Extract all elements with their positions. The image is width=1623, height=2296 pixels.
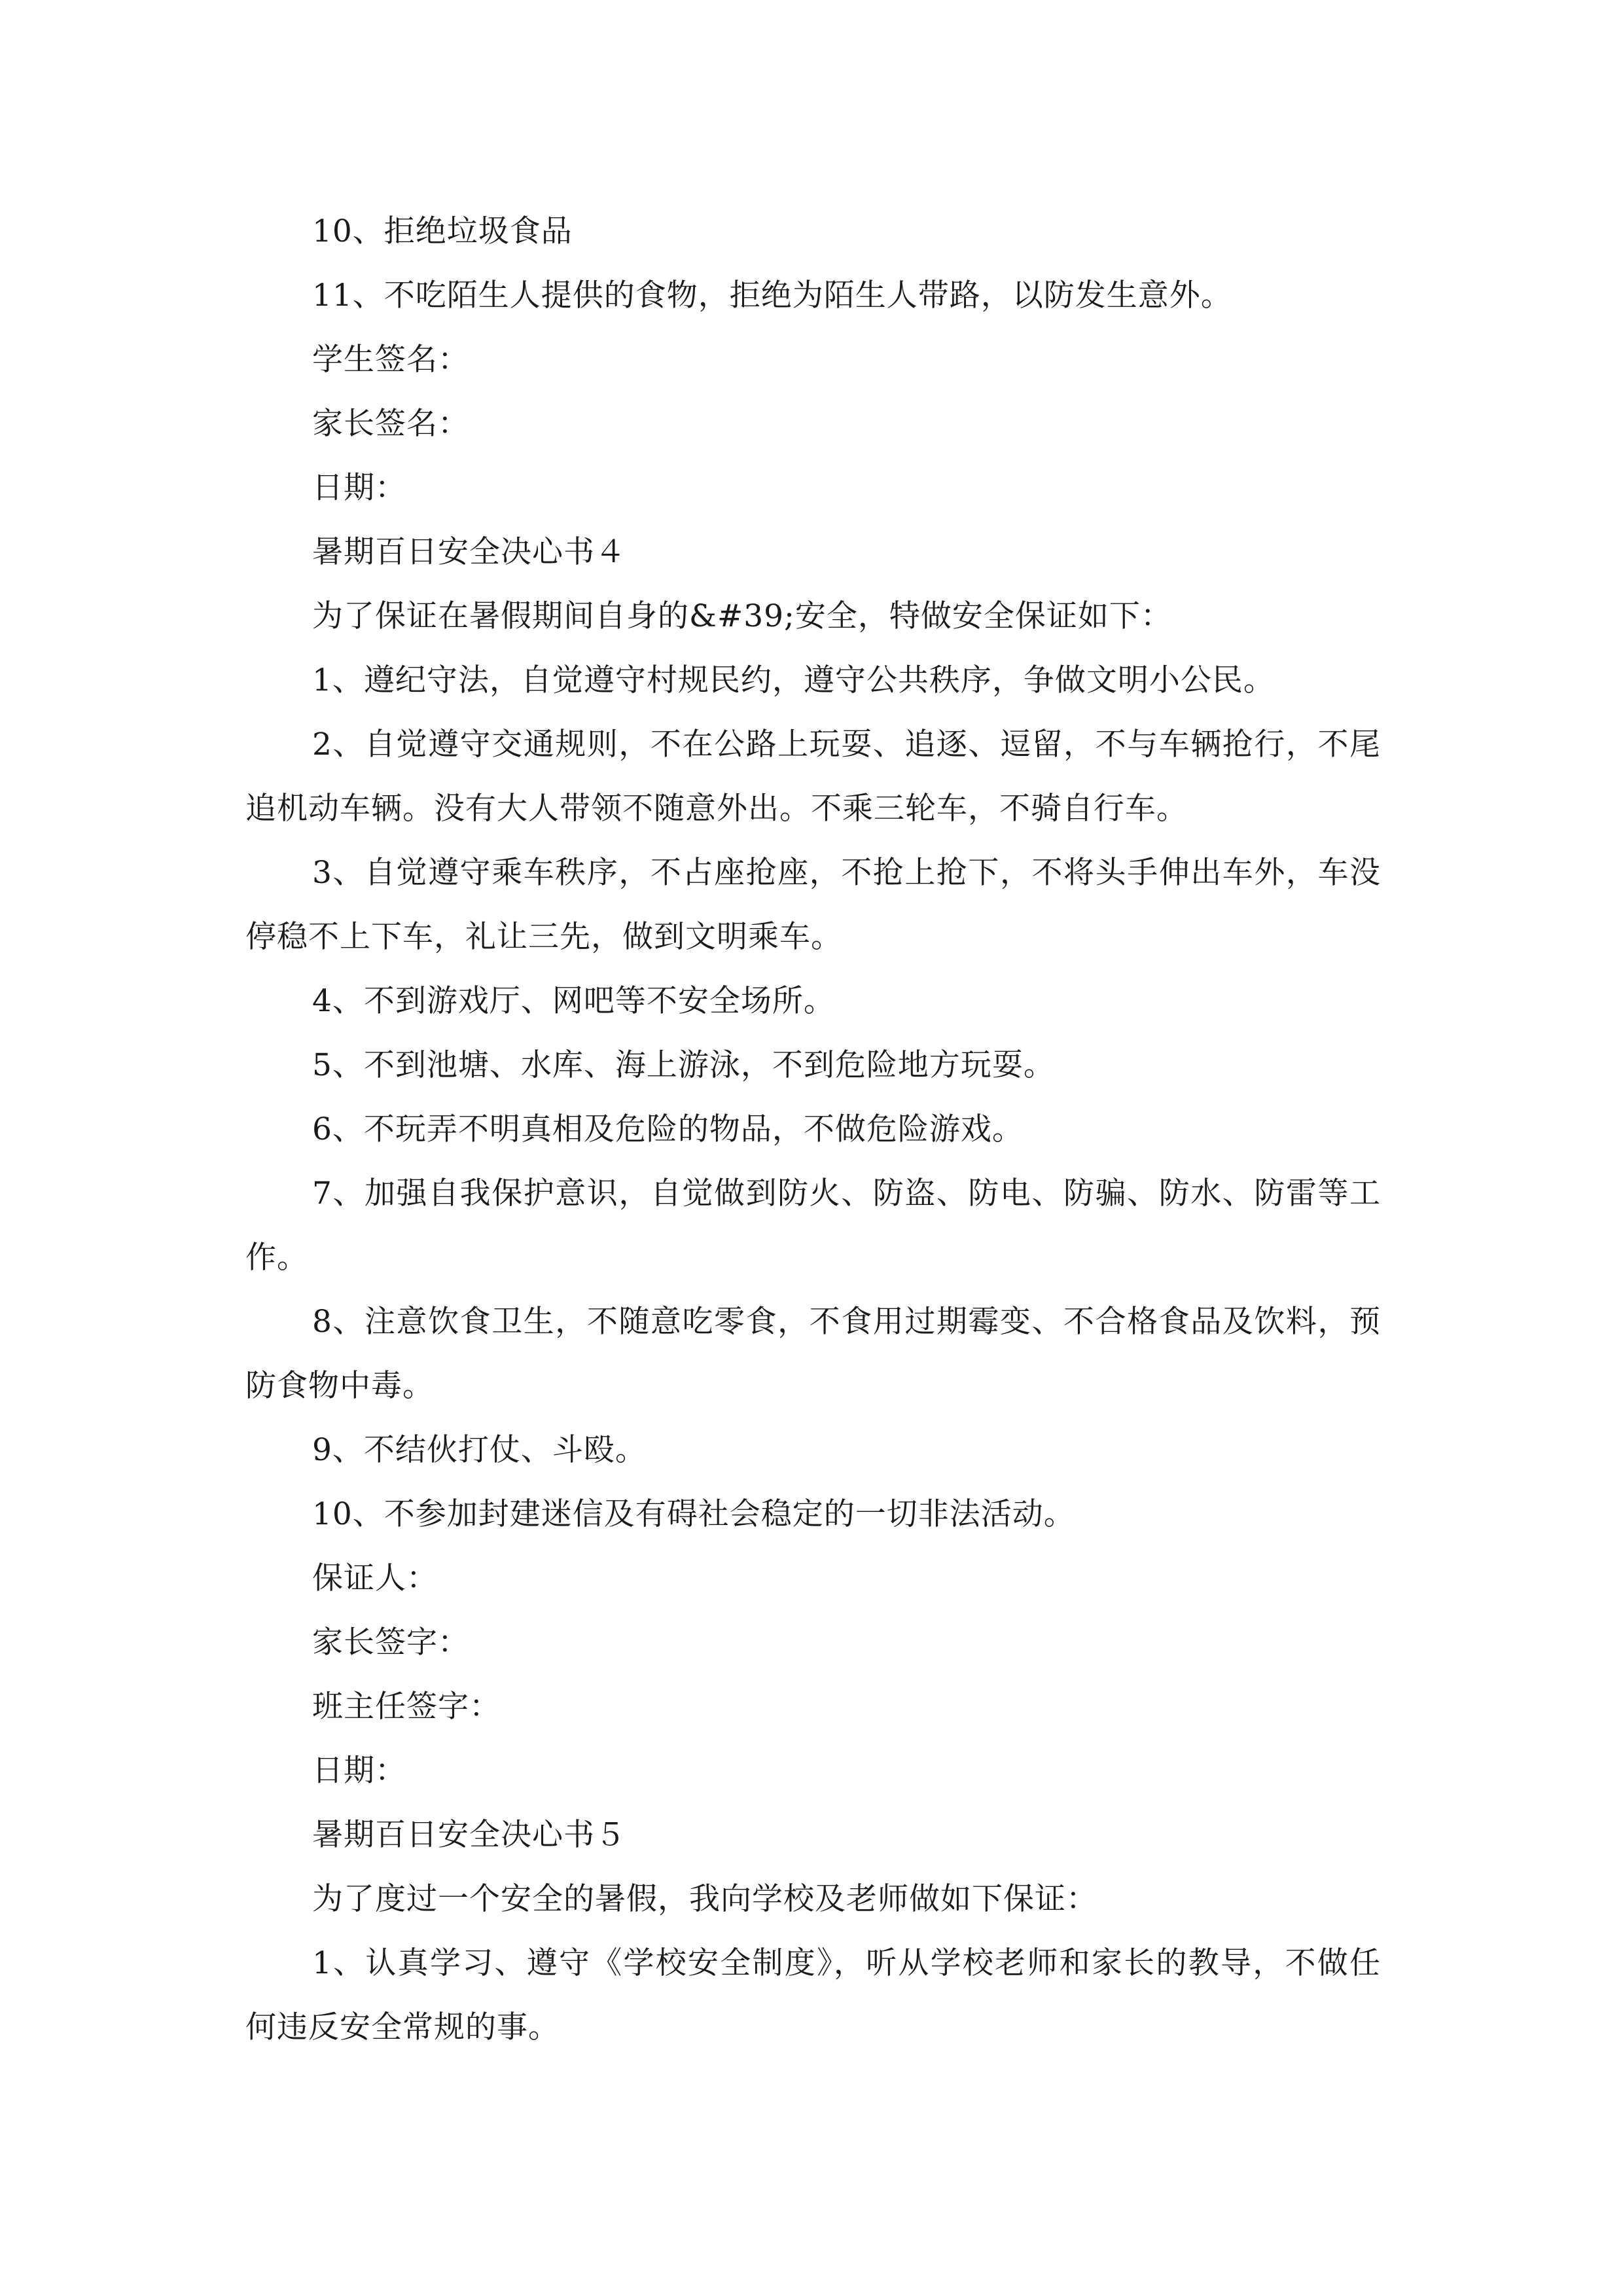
list-item: 9、不结伙打仗、斗殴。 [312,1432,647,1468]
signature-line-guarantor: 保证人： [312,1560,438,1596]
section-title: 暑期百日安全决心书４ [312,534,626,570]
intro-paragraph: 为了度过一个安全的暑假，我向学校及老师做如下保证： [312,1881,1097,1917]
date-line: 日期： [312,470,406,506]
signature-line-parent: 家长签名： [312,406,469,442]
list-item: 2、自觉遵守交通规则，不在公路上玩耍、追逐、逗留，不与车辆抢行，不尾追机动车辆。没有大人带领不随意外出。不乘三轮车，不骑自行车。 [245,726,1381,827]
list-item: 5、不到池塘、水库、海上游泳，不到危险地方玩耍。 [312,1047,1055,1083]
list-item: 3、自觉遵守乘车秩序，不占座抢座，不抢上抢下，不将头手伸出车外，车没停稳不上下车，礼让三先，做到文明乘车。 [245,855,1381,955]
list-item: 1、认真学习、遵守《学校安全制度》，听从学校老师和家长的教导，不做任何违反安全常规的事。 [245,1945,1381,2045]
signature-line-parent: 家长签字： [312,1624,469,1660]
list-item: 11、不吃陌生人提供的食物，拒绝为陌生人带路，以防发生意外。 [312,278,1232,314]
section-title: 暑期百日安全决心书５ [312,1817,626,1853]
list-item: 10、不参加封建迷信及有碍社会稳定的一切非法活动。 [312,1496,1075,1532]
signature-line-teacher: 班主任签字： [312,1689,501,1725]
document-body [245,200,1381,2060]
list-item: 1、遵纪守法，自觉遵守村规民约，遵守公共秩序，争做文明小公民。 [312,662,1275,698]
date-line: 日期： [312,1753,406,1789]
list-item: 8、注意饮食卫生，不随意吃零食，不食用过期霉变、不合格食品及饮料，预防食物中毒。 [245,1304,1381,1404]
intro-paragraph: 为了保证在暑假期间自身的&#39;安全，特做安全保证如下： [312,598,1172,634]
list-item: 10、拒绝垃圾食品 [312,213,573,249]
list-item: 7、加强自我保护意识，自觉做到防火、防盗、防电、防骗、防水、防雷等工作。 [245,1175,1381,1276]
list-item: 6、不玩弄不明真相及危险的物品，不做危险游戏。 [312,1111,1024,1147]
signature-line-student: 学生签名： [312,342,469,378]
list-item: 4、不到游戏厅、网吧等不安全场所。 [312,983,835,1019]
